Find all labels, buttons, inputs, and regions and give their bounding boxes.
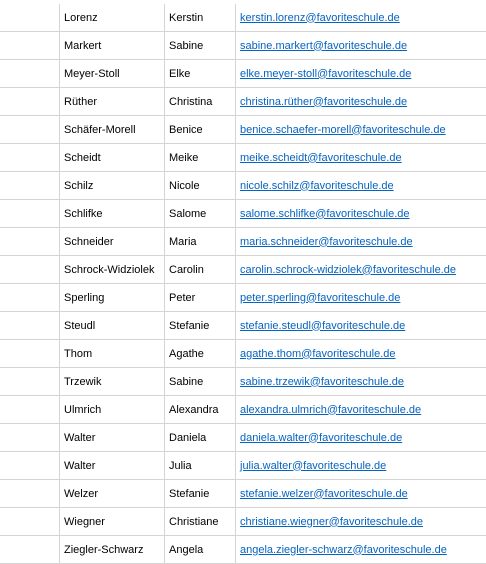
cell-last-name[interactable]: Steudl bbox=[60, 312, 165, 340]
cell-email[interactable] bbox=[236, 4, 486, 32]
email-link[interactable]: christiane.wiegner@favoriteschule.de bbox=[240, 516, 423, 528]
email-link[interactable]: benice.schaefer-morell@favoriteschule.de bbox=[240, 124, 446, 136]
email-link[interactable]: elke.meyer-stoll@favoriteschule.de bbox=[240, 68, 411, 80]
cell-first-name[interactable]: Agathe bbox=[165, 340, 236, 368]
table-row bbox=[0, 536, 486, 564]
cell-last-name[interactable]: Walter bbox=[60, 424, 165, 452]
cell-email[interactable] bbox=[236, 536, 486, 564]
cell-first-name[interactable]: Stefanie bbox=[165, 480, 236, 508]
cell-first-name[interactable]: Peter bbox=[165, 284, 236, 312]
cell-last-name[interactable]: Trzewik bbox=[60, 368, 165, 396]
email-link[interactable]: meike.scheidt@favoriteschule.de bbox=[240, 152, 402, 164]
email-link[interactable]: agathe.thom@favoriteschule.de bbox=[240, 348, 395, 360]
table-row bbox=[0, 200, 486, 228]
cell-last-name[interactable]: Lorenz bbox=[60, 4, 165, 32]
cell-empty[interactable] bbox=[0, 4, 60, 32]
cell-first-name[interactable]: Benice bbox=[165, 116, 236, 144]
email-link[interactable]: alexandra.ulmrich@favoriteschule.de bbox=[240, 404, 421, 416]
cell-last-name[interactable]: Schrock-Widziolek bbox=[60, 256, 165, 284]
cell-empty[interactable] bbox=[0, 200, 60, 228]
cell-last-name[interactable]: Wiegner bbox=[60, 508, 165, 536]
cell-first-name[interactable]: Christina bbox=[165, 88, 236, 116]
cell-last-name[interactable]: Walter bbox=[60, 452, 165, 480]
table-row bbox=[0, 116, 486, 144]
table-row bbox=[0, 368, 486, 396]
cell-email[interactable] bbox=[236, 32, 486, 60]
table-row bbox=[0, 60, 486, 88]
cell-empty[interactable] bbox=[0, 396, 60, 424]
cell-empty[interactable] bbox=[0, 60, 60, 88]
email-link[interactable]: julia.walter@favoriteschule.de bbox=[240, 460, 386, 472]
table-row bbox=[0, 312, 486, 340]
cell-empty[interactable] bbox=[0, 480, 60, 508]
cell-first-name[interactable]: Julia bbox=[165, 452, 236, 480]
cell-last-name[interactable]: Ulmrich bbox=[60, 396, 165, 424]
table-row bbox=[0, 396, 486, 424]
email-link[interactable]: kerstin.lorenz@favoriteschule.de bbox=[240, 12, 400, 24]
cell-email[interactable] bbox=[236, 396, 486, 424]
cell-first-name[interactable]: Maria bbox=[165, 228, 236, 256]
cell-empty[interactable] bbox=[0, 172, 60, 200]
cell-email[interactable] bbox=[236, 424, 486, 452]
cell-email[interactable] bbox=[236, 60, 486, 88]
cell-email[interactable] bbox=[236, 312, 486, 340]
table-row bbox=[0, 452, 486, 480]
cell-email[interactable] bbox=[236, 200, 486, 228]
cell-last-name[interactable]: Markert bbox=[60, 32, 165, 60]
cell-empty[interactable] bbox=[0, 508, 60, 536]
cell-email[interactable] bbox=[236, 340, 486, 368]
cell-first-name[interactable]: Carolin bbox=[165, 256, 236, 284]
cell-empty[interactable] bbox=[0, 228, 60, 256]
email-link[interactable]: daniela.walter@favoriteschule.de bbox=[240, 432, 402, 444]
cell-email[interactable] bbox=[236, 228, 486, 256]
cell-last-name[interactable]: Scheidt bbox=[60, 144, 165, 172]
cell-empty[interactable] bbox=[0, 452, 60, 480]
cell-last-name[interactable]: Schlifke bbox=[60, 200, 165, 228]
cell-first-name[interactable]: Meike bbox=[165, 144, 236, 172]
table-row bbox=[0, 172, 486, 200]
email-link[interactable]: christina.rüther@favoriteschule.de bbox=[240, 96, 407, 108]
cell-first-name[interactable]: Nicole bbox=[165, 172, 236, 200]
cell-email[interactable] bbox=[236, 368, 486, 396]
cell-last-name[interactable]: Schneider bbox=[60, 228, 165, 256]
table-row bbox=[0, 32, 486, 60]
cell-empty[interactable] bbox=[0, 424, 60, 452]
email-link[interactable]: sabine.markert@favoriteschule.de bbox=[240, 40, 407, 52]
cell-first-name[interactable]: Stefanie bbox=[165, 312, 236, 340]
cell-first-name[interactable]: Alexandra bbox=[165, 396, 236, 424]
table-row bbox=[0, 340, 486, 368]
cell-email[interactable] bbox=[236, 256, 486, 284]
email-link[interactable]: maria.schneider@favoriteschule.de bbox=[240, 236, 413, 248]
cell-empty[interactable] bbox=[0, 256, 60, 284]
email-link[interactable]: carolin.schrock-widziolek@favoriteschule.de bbox=[240, 264, 456, 276]
cell-first-name[interactable]: Angela bbox=[165, 536, 236, 564]
table-row bbox=[0, 144, 486, 172]
cell-first-name[interactable]: Sabine bbox=[165, 368, 236, 396]
cell-last-name[interactable]: Meyer-Stoll bbox=[60, 60, 165, 88]
email-link[interactable]: angela.ziegler-schwarz@favoriteschule.de bbox=[240, 544, 447, 556]
cell-empty[interactable] bbox=[0, 284, 60, 312]
email-link[interactable]: peter.sperling@favoriteschule.de bbox=[240, 292, 400, 304]
cell-last-name[interactable]: Welzer bbox=[60, 480, 165, 508]
cell-email[interactable] bbox=[236, 508, 486, 536]
cell-empty[interactable] bbox=[0, 144, 60, 172]
cell-first-name[interactable]: Daniela bbox=[165, 424, 236, 452]
cell-empty[interactable] bbox=[0, 368, 60, 396]
cell-empty[interactable] bbox=[0, 88, 60, 116]
cell-first-name[interactable]: Christiane bbox=[165, 508, 236, 536]
cell-empty[interactable] bbox=[0, 340, 60, 368]
cell-last-name[interactable]: Sperling bbox=[60, 284, 165, 312]
cell-empty[interactable] bbox=[0, 32, 60, 60]
table-row bbox=[0, 256, 486, 284]
cell-first-name[interactable]: Sabine bbox=[165, 32, 236, 60]
cell-email[interactable] bbox=[236, 88, 486, 116]
table-row bbox=[0, 88, 486, 116]
email-link[interactable]: sabine.trzewik@favoriteschule.de bbox=[240, 376, 404, 388]
cell-last-name[interactable]: Schilz bbox=[60, 172, 165, 200]
email-link[interactable]: salome.schlifke@favoriteschule.de bbox=[240, 208, 410, 220]
table-row bbox=[0, 424, 486, 452]
cell-empty[interactable] bbox=[0, 116, 60, 144]
cell-email[interactable] bbox=[236, 452, 486, 480]
contact-table bbox=[0, 4, 486, 564]
cell-email[interactable] bbox=[236, 144, 486, 172]
cell-first-name[interactable]: Elke bbox=[165, 60, 236, 88]
cell-first-name[interactable]: Kerstin bbox=[165, 4, 236, 32]
cell-last-name[interactable]: Thom bbox=[60, 340, 165, 368]
table-row bbox=[0, 228, 486, 256]
cell-email[interactable] bbox=[236, 480, 486, 508]
cell-last-name[interactable]: Rüther bbox=[60, 88, 165, 116]
cell-last-name[interactable]: Schäfer-Morell bbox=[60, 116, 165, 144]
table-row bbox=[0, 284, 486, 312]
email-link[interactable]: stefanie.welzer@favoriteschule.de bbox=[240, 488, 408, 500]
cell-empty[interactable] bbox=[0, 312, 60, 340]
table-row bbox=[0, 508, 486, 536]
table-row bbox=[0, 480, 486, 508]
cell-email[interactable] bbox=[236, 284, 486, 312]
cell-empty[interactable] bbox=[0, 536, 60, 564]
email-link[interactable]: stefanie.steudl@favoriteschule.de bbox=[240, 320, 405, 332]
email-link[interactable]: nicole.schilz@favoriteschule.de bbox=[240, 180, 394, 192]
cell-email[interactable] bbox=[236, 172, 486, 200]
cell-first-name[interactable]: Salome bbox=[165, 200, 236, 228]
cell-email[interactable] bbox=[236, 116, 486, 144]
cell-last-name[interactable]: Ziegler-Schwarz bbox=[60, 536, 165, 564]
table-row bbox=[0, 4, 486, 32]
